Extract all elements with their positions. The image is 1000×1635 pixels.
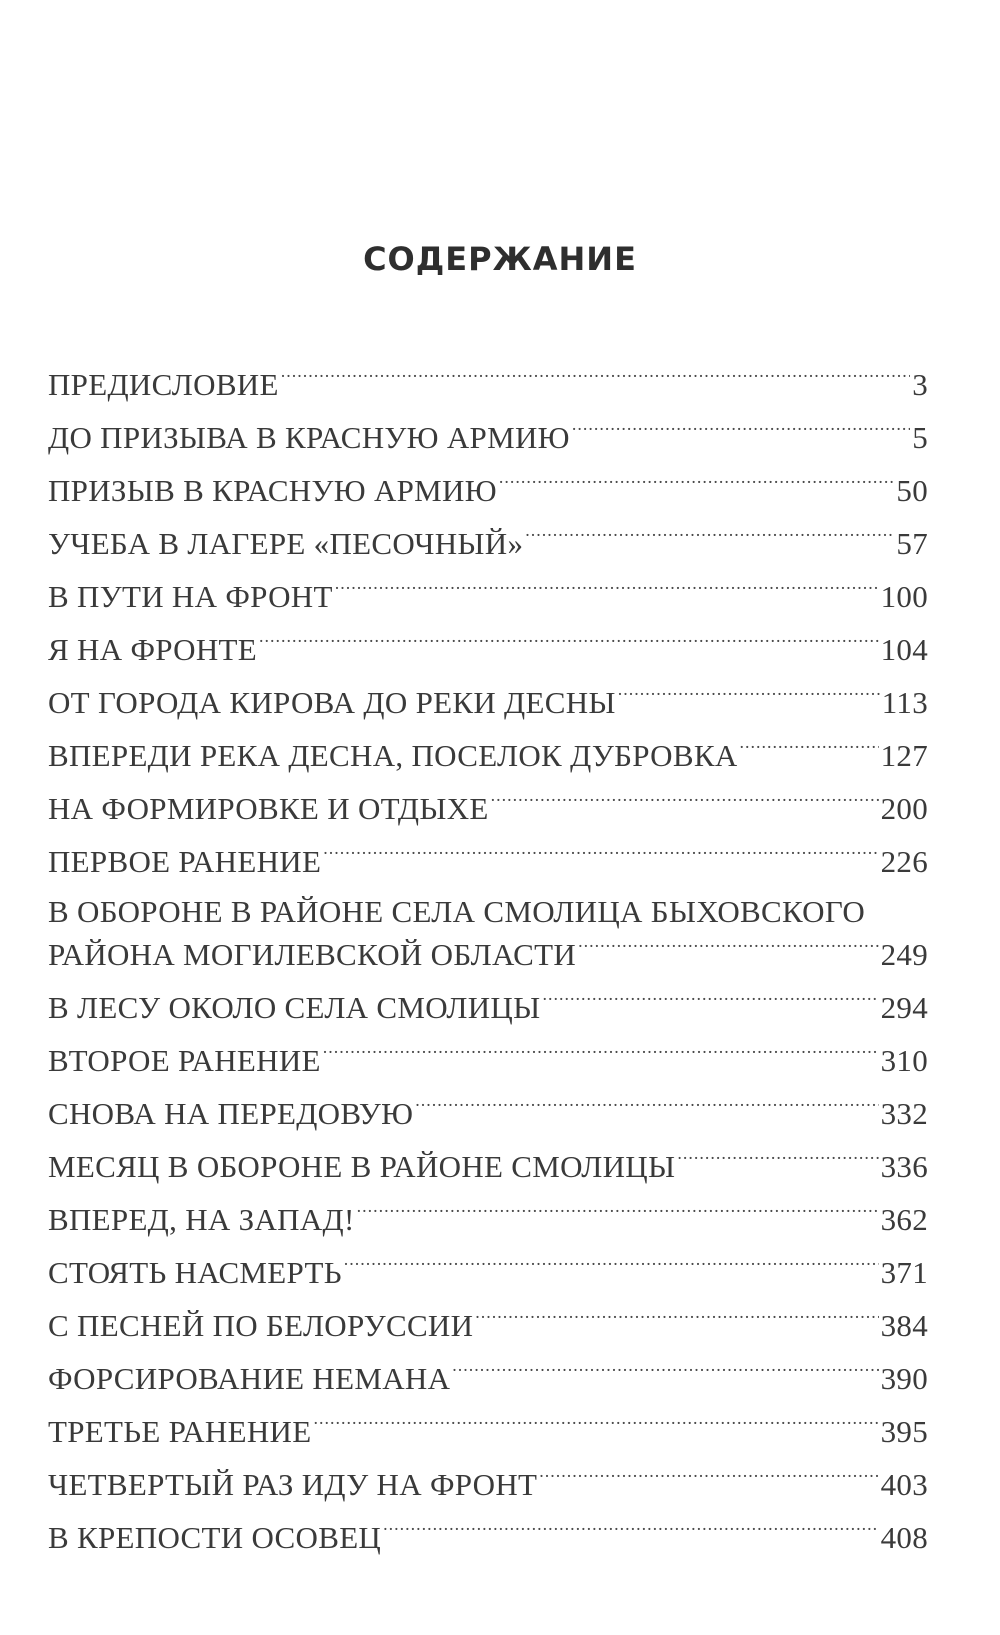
toc-entry	[48, 1250, 928, 1303]
toc-entry-label: С ПЕСНЕЙ ПО БЕЛОРУССИИ	[48, 1308, 474, 1343]
toc-entry-label: МЕСЯЦ В ОБОРОНЕ В РАЙОНЕ СМОЛИЦЫ	[48, 1149, 676, 1184]
leader-dots	[323, 841, 878, 872]
toc-entry-page: 104	[880, 632, 928, 667]
toc-entry-label: В КРЕПОСТИ ОСОВЕЦ	[48, 1520, 382, 1555]
leader-dots	[578, 934, 879, 965]
leader-dots	[335, 576, 879, 607]
table-of-contents	[48, 362, 928, 1568]
toc-entry-label: СТОЯТЬ НАСМЕРТЬ	[48, 1255, 342, 1290]
toc-entry	[48, 521, 928, 574]
toc-entry-page: 57	[896, 526, 928, 561]
toc-entry	[48, 468, 928, 521]
toc-entry	[48, 1409, 928, 1462]
leader-dots	[357, 1199, 879, 1230]
toc-entry-page: 310	[880, 1043, 928, 1078]
toc-entry	[48, 1144, 928, 1197]
toc-entry-label: ОТ ГОРОДА КИРОВА ДО РЕКИ ДЕСНЫ	[48, 685, 616, 720]
toc-entry	[48, 627, 928, 680]
toc-entry-page: 200	[880, 791, 928, 826]
leader-dots	[415, 1093, 878, 1124]
leader-dots	[313, 1411, 878, 1442]
toc-entry	[48, 1038, 928, 1091]
toc-entry-page: 113	[881, 685, 928, 720]
toc-entry-page: 249	[880, 937, 928, 972]
toc-entry	[48, 985, 928, 1038]
toc-entry-page: 332	[880, 1096, 928, 1131]
toc-entry-label: ВПЕРЕД, НА ЗАПАД!	[48, 1202, 355, 1237]
toc-entry-page: 50	[896, 473, 928, 508]
toc-entry	[48, 680, 928, 733]
toc-entry	[48, 1356, 928, 1409]
toc-entry-page: 371	[880, 1255, 928, 1290]
toc-entry-page: 408	[880, 1520, 928, 1555]
toc-entry-page: 294	[880, 990, 928, 1025]
toc-entry	[48, 892, 928, 978]
leader-dots	[475, 1305, 878, 1336]
toc-entry	[48, 1462, 928, 1515]
toc-entry-label: В ПУТИ НА ФРОНТ	[48, 579, 333, 614]
toc-entry	[48, 733, 928, 786]
toc-entry-label: ВПЕРЕДИ РЕКА ДЕСНА, ПОСЕЛОК ДУБРОВКА	[48, 738, 738, 773]
leader-dots	[539, 1464, 878, 1495]
toc-entry-label: СНОВА НА ПЕРЕДОВУЮ	[48, 1096, 414, 1131]
toc-entry-label: ВТОРОЕ РАНЕНИЕ	[48, 1043, 321, 1078]
leader-dots	[525, 523, 894, 554]
toc-entry-page: 3	[912, 367, 928, 402]
toc-entry-label: ДО ПРИЗЫВА В КРАСНУЮ АРМИЮ	[48, 420, 570, 455]
toc-entry-page: 5	[912, 420, 928, 455]
leader-dots	[677, 1146, 878, 1177]
leader-dots	[499, 470, 894, 501]
leader-dots	[491, 788, 879, 819]
toc-entry-label: Я НА ФРОНТЕ	[48, 632, 258, 667]
toc-entry	[48, 786, 928, 839]
toc-entry	[48, 839, 928, 892]
leader-dots	[281, 364, 910, 395]
toc-entry	[48, 1303, 928, 1356]
toc-entry-label: ПРЕДИСЛОВИЕ	[48, 367, 279, 402]
leader-dots	[383, 1517, 878, 1548]
toc-entry	[48, 1197, 928, 1250]
toc-entry-page: 226	[880, 844, 928, 879]
toc-entry-page: 390	[880, 1361, 928, 1396]
toc-entry-label: В ОБОРОНЕ В РАЙОНЕ СЕЛА СМОЛИЦА БЫХОВСКОГО	[48, 894, 866, 929]
toc-entry	[48, 362, 928, 415]
toc-entry-page: 336	[880, 1149, 928, 1184]
page-title: СОДЕРЖАНИЕ	[363, 240, 637, 278]
toc-entry	[48, 1515, 928, 1568]
leader-dots	[572, 417, 910, 448]
toc-entry-label: ПРИЗЫВ В КРАСНУЮ АРМИЮ	[48, 473, 497, 508]
toc-entry-page: 395	[880, 1414, 928, 1449]
leader-dots	[259, 629, 879, 660]
leader-dots	[344, 1252, 879, 1283]
toc-entry	[48, 574, 928, 627]
toc-entry-label: ФОРСИРОВАНИЕ НЕМАНА	[48, 1361, 451, 1396]
toc-entry-label-line2: РАЙОНА МОГИЛЕВСКОЙ ОБЛАСТИ	[48, 937, 577, 972]
toc-entry-page: 403	[880, 1467, 928, 1502]
toc-entry	[48, 1091, 928, 1144]
toc-entry-page: 362	[880, 1202, 928, 1237]
toc-entry-label: УЧЕБА В ЛАГЕРЕ «ПЕСОЧНЫЙ»	[48, 526, 524, 561]
toc-entry-label: ТРЕТЬЕ РАНЕНИЕ	[48, 1414, 312, 1449]
toc-entry-label: ПЕРВОЕ РАНЕНИЕ	[48, 844, 322, 879]
toc-entry-page: 127	[880, 738, 928, 773]
toc-entry-page: 384	[880, 1308, 928, 1343]
toc-entry	[48, 415, 928, 468]
leader-dots	[618, 682, 880, 713]
leader-dots	[323, 1040, 879, 1071]
toc-entry-continuation	[48, 932, 928, 978]
leader-dots	[542, 987, 878, 1018]
toc-entry-label: В ЛЕСУ ОКОЛО СЕЛА СМОЛИЦЫ	[48, 990, 541, 1025]
toc-entry-label: ЧЕТВЕРТЫЙ РАЗ ИДУ НА ФРОНТ	[48, 1467, 538, 1502]
toc-entry-page: 100	[880, 579, 928, 614]
leader-dots	[452, 1358, 878, 1389]
toc-entry-label: НА ФОРМИРОВКЕ И ОТДЫХЕ	[48, 791, 489, 826]
leader-dots	[740, 735, 879, 766]
